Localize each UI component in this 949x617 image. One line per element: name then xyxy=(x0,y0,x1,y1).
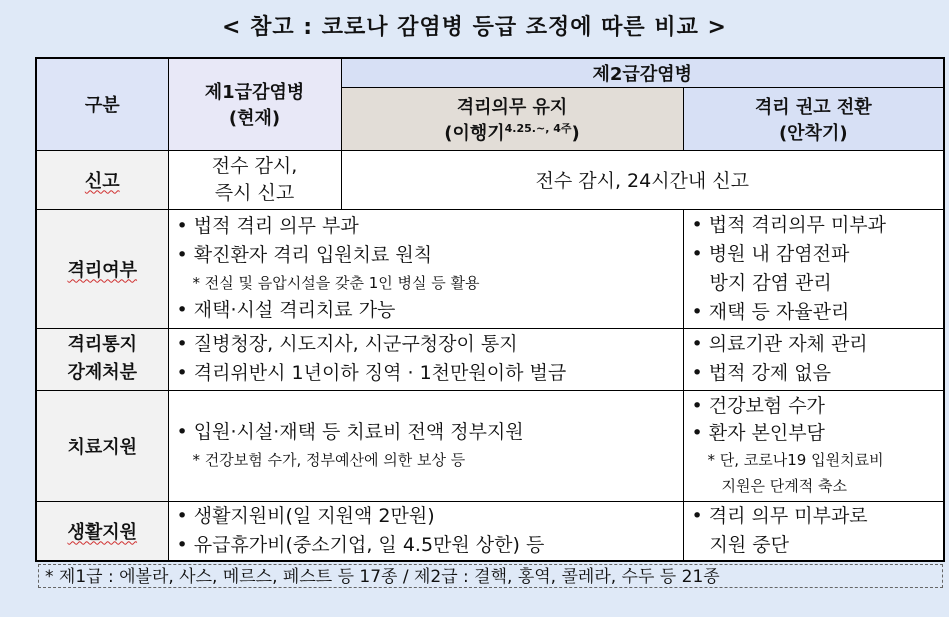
isolation-current xyxy=(168,209,683,328)
list-note: * 건강보험 수가, 정부예산에 의한 보상 등 xyxy=(192,451,466,469)
list-item: • 법적 격리의무 미부과 xyxy=(691,213,887,236)
list-note: 지원은 단계적 축소 xyxy=(721,476,847,495)
list-item: 방지 감염 관리 xyxy=(709,271,832,294)
header-transition xyxy=(683,87,944,150)
notice-transition xyxy=(683,328,944,390)
report-class1-line: 즉시 신고 xyxy=(214,181,295,204)
row-label-notice-1: 격리통지 xyxy=(67,334,138,355)
list-item: • 격리 의무 미부과로 xyxy=(691,504,868,527)
list-item: • 의료기관 자체 관리 xyxy=(691,333,868,355)
living-transition xyxy=(683,501,944,561)
notice-current xyxy=(168,328,683,390)
row-label-report: 신고 xyxy=(36,150,168,209)
list-item: • 재택 등 자율관리 xyxy=(691,300,850,323)
header-maintain-sub: (이행기$^{4.25.\sim, 4주}$) xyxy=(444,121,580,144)
header-transition-sub: (안착기) xyxy=(778,122,848,144)
isolation-transition xyxy=(683,209,944,328)
treatment-transition xyxy=(683,390,944,501)
list-item: • 법적 격리 의무 부과 xyxy=(176,215,359,237)
list-item: • 입원·시설·재택 등 치료비 전액 정부지원 xyxy=(176,421,524,443)
list-item: • 유급휴가비(중소기업, 일 4.5만원 상한) 등 xyxy=(176,533,545,556)
row-label-treatment: 치료지원 xyxy=(36,390,168,501)
header-category: 구분 xyxy=(36,58,168,150)
header-transition-title: 격리 권고 전환 xyxy=(754,96,872,118)
list-item: 지원 중단 xyxy=(709,533,789,556)
row-label-notice xyxy=(36,328,168,390)
header-maintain-title: 격리의무 유지 xyxy=(456,96,568,118)
list-item: • 재택·시설 격리치료 가능 xyxy=(176,299,396,321)
header-class2: 제2급감염병 xyxy=(341,58,944,87)
list-note: * 전실 및 음압시설을 갖춘 1인 병실 등 활용 xyxy=(192,274,480,292)
list-note: * 단, 코로나19 입원치료비 xyxy=(707,450,884,469)
list-item: • 생활지원비(일 지원액 2만원) xyxy=(176,504,435,527)
report-class1-line: 전수 감시, xyxy=(211,154,298,177)
header-maintain-period: 4.25.~, 4주 xyxy=(504,121,572,135)
list-item: • 환자 본인부담 xyxy=(691,421,825,444)
header-maintain xyxy=(341,87,683,150)
list-item: • 법적 강제 없음 xyxy=(691,362,831,384)
row-label-living: 생활지원 xyxy=(36,501,168,561)
living-current xyxy=(168,501,683,561)
list-item: • 질병청장, 시도지사, 시군구청장이 통지 xyxy=(176,333,518,355)
list-item: • 확진환자 격리 입원치료 원칙 xyxy=(176,244,433,266)
header-class1 xyxy=(168,58,341,150)
header-class1-title: 제1급감염병 xyxy=(204,82,305,104)
list-item: • 병원 내 감염전파 xyxy=(691,242,850,265)
row-label-notice-2: 강제처분 xyxy=(67,362,138,383)
treatment-current xyxy=(168,390,683,501)
report-class1 xyxy=(168,150,341,209)
footnote: * 제1급 : 에볼라, 사스, 메르스, 페스트 등 17종 / 제2급 : 결핵, 홍역, 콜레라, 수두 등 21종 xyxy=(38,564,943,588)
report-class2: 전수 감시, 24시간내 신고 xyxy=(341,150,944,209)
list-item: • 격리위반시 1년이하 징역 · 1천만원이하 벌금 xyxy=(176,362,567,384)
row-label-isolation: 격리여부 xyxy=(36,209,168,328)
page-title: < 참고 : 코로나 감염병 등급 조정에 따른 비교 > xyxy=(222,15,727,40)
list-item: • 건강보험 수가 xyxy=(691,394,825,417)
header-class1-sub: (현재) xyxy=(228,108,281,130)
comparison-table xyxy=(35,57,945,562)
